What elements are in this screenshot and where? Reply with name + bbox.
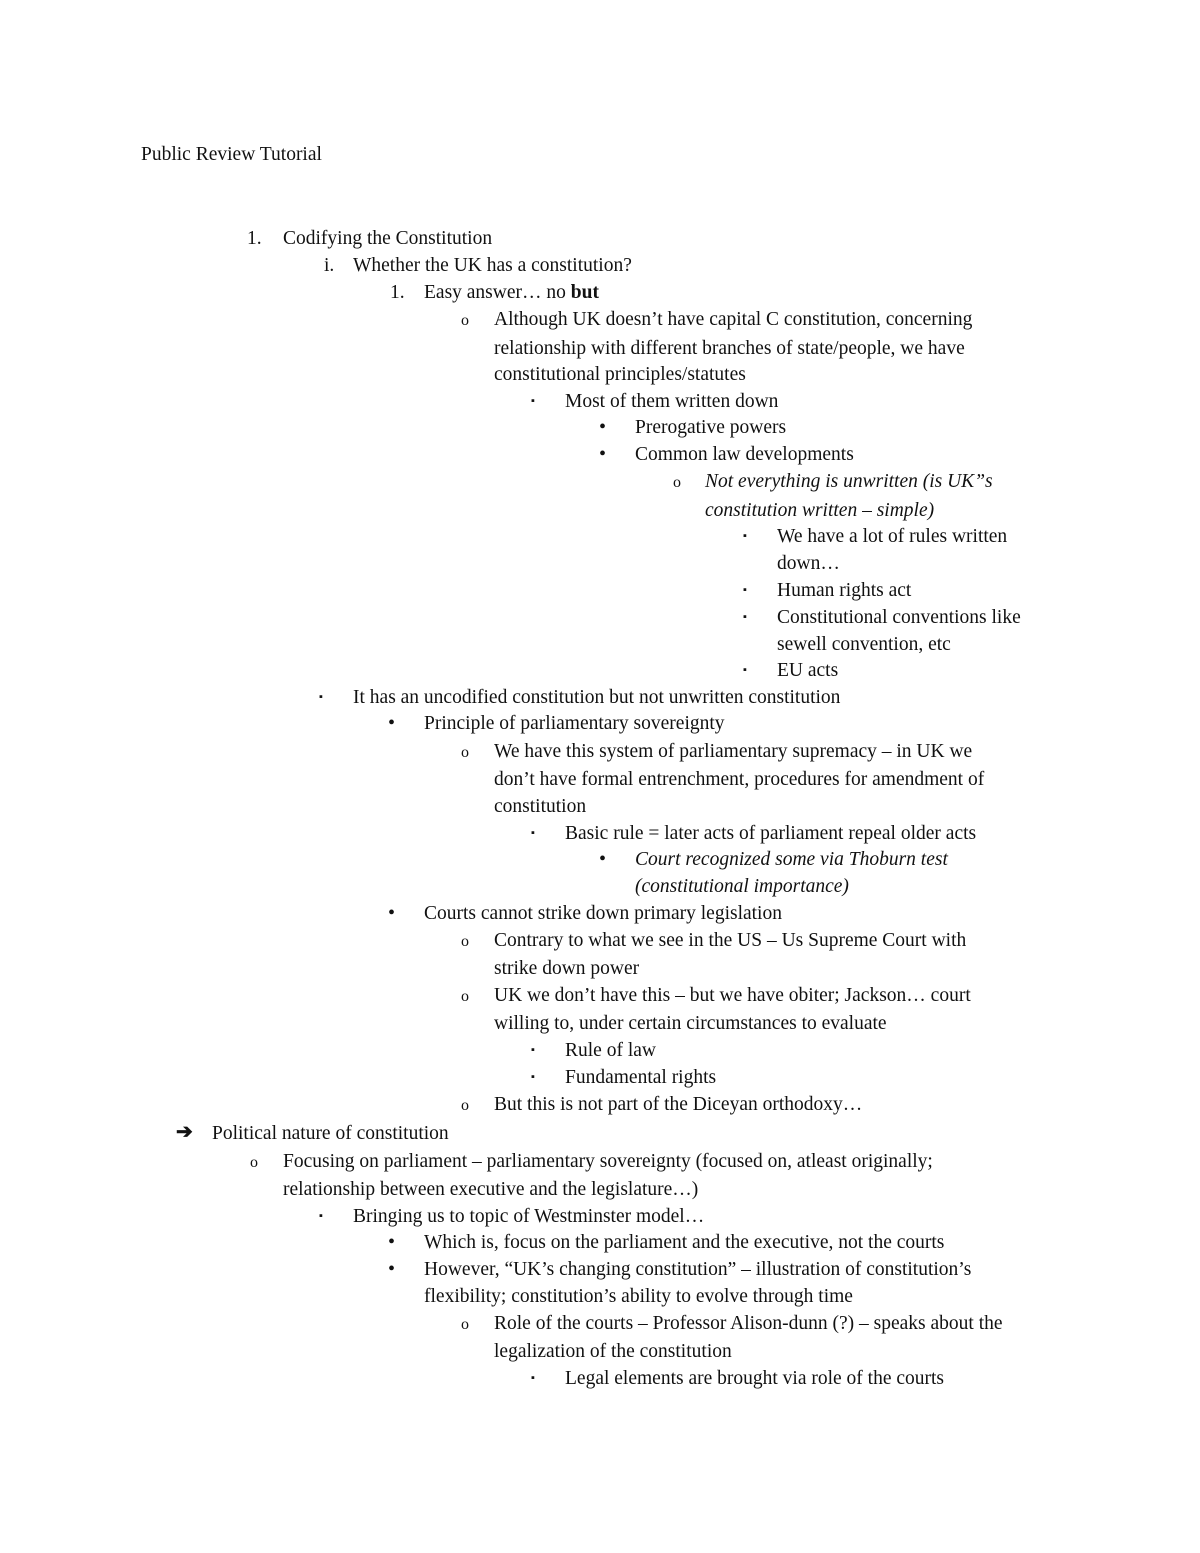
list-item: Human rights act <box>777 580 912 601</box>
square-bullet-icon: ▪ <box>319 691 323 703</box>
square-bullet-icon: ▪ <box>531 1044 535 1056</box>
square-bullet-icon: ▪ <box>743 584 747 596</box>
list-number: 1. <box>247 228 262 249</box>
arrow-right-icon: ➔ <box>176 1121 193 1143</box>
list-item: We have this system of parliamentary supremacy – in UK we <box>494 741 973 762</box>
disc-bullet-icon: • <box>599 443 607 465</box>
list-item: Court recognized some via Thoburn test <box>635 849 948 870</box>
circle-bullet-icon: o <box>461 933 469 950</box>
disc-bullet-icon: • <box>388 1258 396 1280</box>
circle-bullet-icon: o <box>461 1097 469 1114</box>
disc-bullet-icon: • <box>388 902 396 924</box>
list-item: We have a lot of rules written <box>777 526 1008 547</box>
list-item: Constitutional conventions like <box>777 607 1021 628</box>
list-item-continuation: relationship between executive and the legislature…) <box>283 1179 699 1200</box>
circle-bullet-icon: o <box>250 1154 258 1171</box>
list-item-continuation: legalization of the constitution <box>494 1341 732 1362</box>
list-item: Bringing us to topic of Westminster model… <box>353 1206 705 1227</box>
circle-bullet-icon: o <box>673 474 681 491</box>
list-item: Fundamental rights <box>565 1067 717 1088</box>
list-item: Prerogative powers <box>635 417 787 438</box>
list-item: Legal elements are brought via role of the courts <box>565 1368 945 1389</box>
list-item-continuation: (constitutional importance) <box>635 876 849 897</box>
square-bullet-icon: ▪ <box>743 664 747 676</box>
list-item-continuation: constitutional principles/statutes <box>494 364 746 385</box>
list-item: It has an uncodified constitution but not unwritten constitution <box>353 687 841 708</box>
list-item-continuation: constitution <box>494 796 587 817</box>
square-bullet-icon: ▪ <box>531 827 535 839</box>
circle-bullet-icon: o <box>461 312 469 329</box>
circle-bullet-icon: o <box>461 744 469 761</box>
list-item: Common law developments <box>635 444 854 465</box>
list-item-continuation: constitution written – simple) <box>705 500 935 521</box>
list-item: Principle of parliamentary sovereignty <box>424 713 725 734</box>
square-bullet-icon: ▪ <box>319 1210 323 1222</box>
list-item-text: Easy answer… no <box>424 282 571 303</box>
circle-bullet-icon: o <box>461 1316 469 1333</box>
disc-bullet-icon: • <box>388 712 396 734</box>
list-item: Role of the courts – Professor Alison-dunn (?) – speaks about the <box>494 1313 1003 1334</box>
circle-bullet-icon: o <box>461 988 469 1005</box>
list-item: Codifying the Constitution <box>283 228 493 249</box>
square-bullet-icon: ▪ <box>531 1071 535 1083</box>
list-item: However, “UK’s changing constitution” – illustration of constitution’s <box>424 1259 972 1280</box>
list-item: UK we don’t have this – but we have obiter; Jackson… court <box>494 985 971 1006</box>
list-item-continuation: sewell convention, etc <box>777 634 951 655</box>
list-item: Whether the UK has a constitution? <box>353 255 632 276</box>
disc-bullet-icon: • <box>599 848 607 870</box>
list-item-continuation: flexibility; constitution’s ability to evolve through time <box>424 1286 853 1307</box>
list-item: Focusing on parliament – parliamentary sovereignty (focused on, atleast originally; <box>283 1151 933 1172</box>
list-item: EU acts <box>777 660 839 681</box>
list-item: Which is, focus on the parliament and the executive, not the courts <box>424 1232 945 1253</box>
list-item: Courts cannot strike down primary legislation <box>424 903 782 924</box>
list-item: Although UK doesn’t have capital C constitution, concerning <box>494 309 973 330</box>
list-item-continuation: strike down power <box>494 958 640 979</box>
list-item-continuation: down… <box>777 553 840 574</box>
square-bullet-icon: ▪ <box>743 530 747 542</box>
list-item: Basic rule = later acts of parliament repeal older acts <box>565 823 977 844</box>
list-item-continuation: relationship with different branches of state/people, we have <box>494 338 965 359</box>
list-item: Most of them written down <box>565 391 779 412</box>
list-number: 1. <box>390 282 405 303</box>
list-item: Contrary to what we see in the US – Us Supreme Court with <box>494 930 967 951</box>
document-title: Public Review Tutorial <box>141 144 322 165</box>
list-item <box>424 279 599 306</box>
list-item: Political nature of constitution <box>212 1123 449 1144</box>
list-roman-numeral: i. <box>324 255 335 276</box>
square-bullet-icon: ▪ <box>531 1372 535 1384</box>
list-item-continuation: don’t have formal entrenchment, procedures for amendment of <box>494 769 985 790</box>
disc-bullet-icon: • <box>388 1231 396 1253</box>
disc-bullet-icon: • <box>599 416 607 438</box>
square-bullet-icon: ▪ <box>531 395 535 407</box>
list-item: But this is not part of the Diceyan orthodoxy… <box>494 1094 863 1115</box>
square-bullet-icon: ▪ <box>743 611 747 623</box>
bold-text: but <box>570 282 599 303</box>
list-item: Not everything is unwritten (is UK”s <box>705 471 993 492</box>
list-item: Rule of law <box>565 1040 656 1061</box>
list-item-continuation: willing to, under certain circumstances to evaluate <box>494 1013 887 1034</box>
